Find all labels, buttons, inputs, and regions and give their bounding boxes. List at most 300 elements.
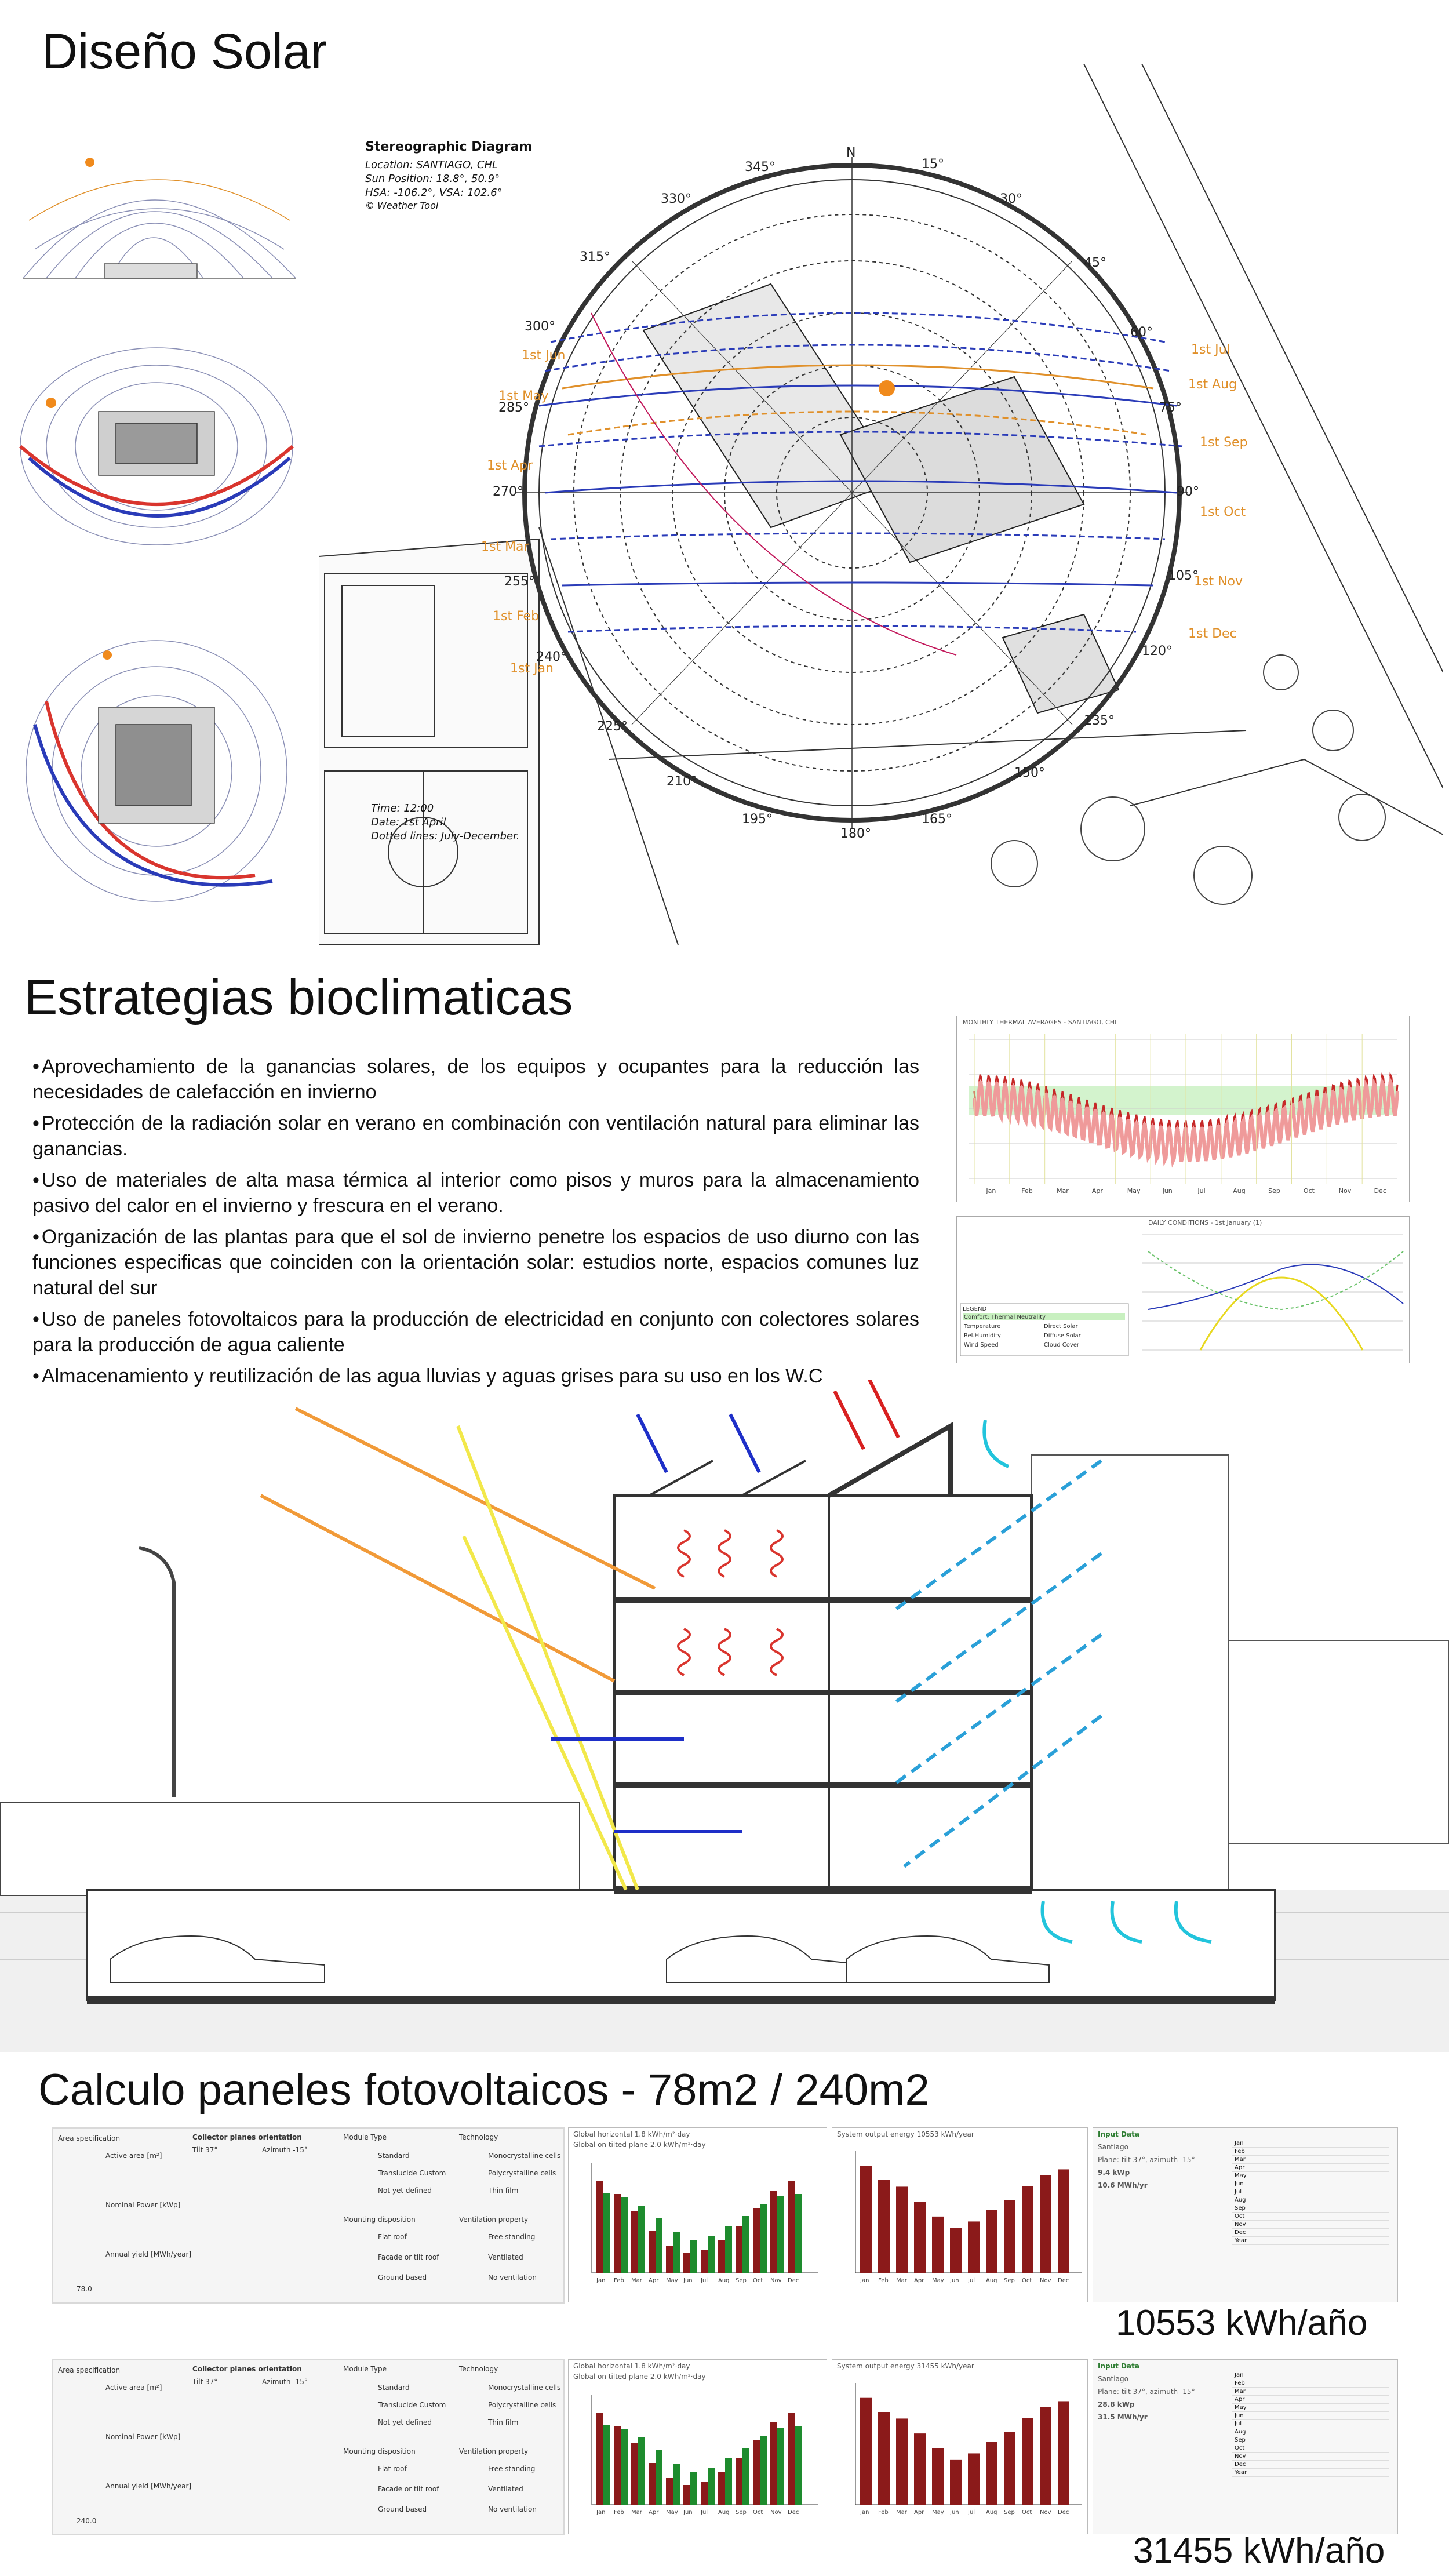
table-row <box>1232 2188 1389 2196</box>
deg-285: 285° <box>498 401 529 415</box>
bar-horizontal <box>736 2226 742 2273</box>
table-cell-month: Jan <box>1232 2371 1389 2379</box>
module-standard-1[interactable]: Standard <box>378 2152 410 2160</box>
table-row <box>1232 2371 1389 2379</box>
bar-horizontal <box>736 2458 742 2505</box>
bar-tilted <box>708 2236 715 2273</box>
bar-month: Sep <box>736 2277 747 2284</box>
bar-horizontal <box>631 2211 638 2273</box>
table-cell-month: Oct <box>1232 2213 1389 2221</box>
deg-165: 165° <box>922 812 952 827</box>
bar-month: Jan <box>860 2277 869 2284</box>
bar-month: Sep <box>1004 2277 1015 2284</box>
strategy-item: • Uso de paneles fotovoltaicos para la producción de electricidad en conjunto con colectores solares para la producción de agua caliente <box>32 1307 919 1358</box>
bar-tilted <box>690 2472 697 2505</box>
table-row <box>1232 2428 1389 2436</box>
bar-month: Nov <box>770 2509 782 2516</box>
table-row <box>1232 2396 1389 2404</box>
monthly-output-table-2 <box>1232 2371 1389 2477</box>
bar-month: Aug <box>986 2509 997 2516</box>
bar-horizontal <box>770 2422 777 2505</box>
building-section-diagram <box>0 1380 1449 2052</box>
bar-output <box>1022 2418 1033 2505</box>
table-row <box>1232 2453 1389 2461</box>
strategy-item: • Uso de materiales de alta masa térmica al interior como pisos y muros para la almacenamiento pasivo del calor en el invierno y frescura en el verano. <box>32 1167 919 1218</box>
module-translucide-2[interactable]: Translucide Custom <box>378 2401 446 2409</box>
pv-output-chart-1 <box>832 2127 1088 2302</box>
bar-output <box>914 2433 926 2505</box>
bar-month: Jun <box>683 2509 693 2516</box>
table-row <box>1232 2172 1389 2180</box>
deg-120: 120° <box>1142 644 1173 658</box>
table-row <box>1232 2148 1389 2156</box>
legend-title: LEGEND <box>963 1306 987 1312</box>
deg-240: 240° <box>536 650 567 664</box>
bar-tilted <box>603 2425 610 2505</box>
solar-curve <box>1200 1278 1363 1350</box>
bar-horizontal <box>683 2253 690 2273</box>
bar-horizontal <box>701 2482 708 2505</box>
bar-month: Jan <box>596 2509 606 2516</box>
temperature-curve <box>1148 1265 1403 1310</box>
module-translucide-1[interactable]: Translucide Custom <box>378 2169 446 2177</box>
bar-horizontal <box>718 2240 725 2273</box>
sun-dome-axonometric <box>20 348 293 545</box>
stereo-heading: Stereographic Diagram <box>365 140 533 154</box>
table-cell-month: Aug <box>1232 2196 1389 2204</box>
pv-row-2 <box>52 2359 1397 2533</box>
bar-month: May <box>666 2509 678 2516</box>
ventilation-1: Ventilation property <box>459 2215 529 2224</box>
bar-month: Mar <box>896 2277 907 2284</box>
table-cell-month: Dec <box>1232 2229 1389 2237</box>
bar-month: May <box>666 2277 678 2284</box>
table-cell-month: Year <box>1232 2237 1389 2245</box>
bar-month: Sep <box>1004 2509 1015 2516</box>
bar-output <box>1004 2200 1015 2273</box>
month-jan: 1st Jan <box>510 661 554 676</box>
mount-ground-2[interactable]: Ground based <box>378 2505 427 2513</box>
bar-month: Nov <box>770 2277 782 2284</box>
area-opt-nominal-1[interactable]: Nominal Power [kWp] <box>105 2201 181 2209</box>
deg-45: 45° <box>1084 256 1106 270</box>
bar-month: Jul <box>968 2277 975 2284</box>
table-row <box>1232 2140 1389 2148</box>
bar-tilted <box>673 2464 680 2505</box>
legend-comfort: Comfort: Thermal Neutrality <box>964 1314 1046 1320</box>
bar-tilted <box>690 2240 697 2273</box>
annual-1: 10.6 MWh/yr <box>1098 2181 1148 2189</box>
table-row <box>1232 2180 1389 2188</box>
monthly-thermal-chart <box>956 1016 1410 1202</box>
bar-tilted <box>656 2218 662 2273</box>
table-row <box>1232 2213 1389 2221</box>
month-nov: 1st Nov <box>1194 574 1243 589</box>
month-jun: 1st Jun <box>522 348 566 363</box>
bar-tilted <box>742 2448 749 2505</box>
bar-month: Jun <box>683 2277 693 2284</box>
bar-month: Apr <box>914 2509 924 2516</box>
bar-output <box>1058 2169 1069 2273</box>
table-cell-month: Dec <box>1232 2461 1389 2469</box>
deg-30: 30° <box>1000 192 1022 206</box>
sun-dome-plan <box>26 641 287 901</box>
mounting-1: Mounting disposition <box>343 2215 416 2224</box>
month-tick: Aug <box>1233 1187 1246 1195</box>
month-tick: Feb <box>1021 1187 1033 1195</box>
bar-horizontal <box>666 2478 673 2505</box>
pv-panels <box>649 1461 806 1496</box>
tech-mono-1[interactable]: Monocrystalline cells <box>488 2152 561 2160</box>
area-opt-annual-2[interactable]: Annual yield [MWh/year] <box>105 2482 192 2490</box>
bar-tilted <box>742 2216 749 2273</box>
bar-horizontal <box>788 2181 795 2273</box>
technology-1: Technology <box>459 2133 498 2141</box>
bar-horizontal <box>649 2463 656 2505</box>
table-cell-month: May <box>1232 2172 1389 2180</box>
legend-diffuse: Diffuse Solar <box>1044 1333 1081 1339</box>
bar-output <box>860 2398 872 2505</box>
bar-output <box>878 2412 890 2505</box>
stereo-date: Date: 1st April <box>371 816 446 828</box>
irr-legend1-2: Global horizontal 1.8 kWh/m²·day <box>573 2362 690 2370</box>
month-tick: Apr <box>1091 1187 1103 1195</box>
month-sep: 1st Sep <box>1200 435 1248 450</box>
table-cell-month: Oct <box>1232 2444 1389 2453</box>
month-apr: 1st Apr <box>487 459 533 473</box>
stereo-location: Location: SANTIAGO, CHL <box>365 159 498 171</box>
bar-output <box>1004 2432 1015 2505</box>
bar-output <box>1040 2407 1051 2505</box>
deg-270: 270° <box>493 485 523 499</box>
bar-output <box>986 2442 997 2505</box>
sun-dome-elevation <box>23 180 296 278</box>
deg-150: 150° <box>1014 766 1045 780</box>
vent-free-1[interactable]: Free standing <box>488 2233 536 2241</box>
deg-75: 75° <box>1159 401 1182 415</box>
bar-output <box>968 2453 980 2505</box>
bar-tilted <box>603 2193 610 2273</box>
irr-legend2-1: Global on tilted plane 2.0 kWh/m²·day <box>573 2141 706 2149</box>
bar-output <box>1022 2186 1033 2273</box>
tilt-label-2: Tilt 37° <box>192 2378 218 2386</box>
mount-facade-1[interactable]: Facade or tilt roof <box>378 2253 439 2261</box>
title-bio: Estrategias bioclimaticas <box>24 970 573 1025</box>
table-cell-month: Mar <box>1232 2156 1389 2164</box>
table-row <box>1232 2404 1389 2412</box>
bar-horizontal <box>666 2246 673 2273</box>
table-row <box>1232 2436 1389 2444</box>
bar-tilted <box>777 2428 784 2505</box>
bar-output <box>986 2210 997 2273</box>
table-row <box>1232 2469 1389 2477</box>
bar-month: Jun <box>950 2277 959 2284</box>
deg-300: 300° <box>525 319 555 334</box>
pv-area-spec-1 <box>52 2127 565 2304</box>
bar-month: Jul <box>968 2509 975 2516</box>
stereo-hsa: HSA: -106.2°, VSA: 102.6° <box>365 187 503 199</box>
monthly-chart-title: MONTHLY THERMAL AVERAGES - SANTIAGO, CHL <box>963 1018 1119 1026</box>
santiago-2: Santiago <box>1098 2375 1128 2383</box>
bar-month: Apr <box>914 2277 924 2284</box>
table-cell-month: Jun <box>1232 2412 1389 2420</box>
bar-month: Oct <box>753 2277 763 2284</box>
bar-month: Aug <box>718 2277 730 2284</box>
compass-n: N <box>846 145 856 160</box>
bar-tilted <box>760 2436 767 2505</box>
bar-tilted <box>621 2429 628 2505</box>
mount-ground-1[interactable]: Ground based <box>378 2273 427 2282</box>
bar-horizontal <box>649 2231 656 2273</box>
input-data-1: Input Data <box>1098 2130 1139 2138</box>
bar-tilted <box>777 2196 784 2273</box>
title-pv: Calculo paneles fotovoltaicos - 78m2 / 240m2 <box>38 2065 930 2115</box>
deg-15: 15° <box>922 157 944 172</box>
pv-total-2: 31455 kWh/año <box>1133 2531 1385 2571</box>
bar-horizontal <box>788 2413 795 2505</box>
area-opt-active-2[interactable]: Active area [m²] <box>105 2384 162 2392</box>
deg-345: 345° <box>745 160 776 174</box>
month-tick: Nov <box>1338 1187 1352 1195</box>
table-cell-month: Jul <box>1232 2420 1389 2428</box>
table-row <box>1232 2204 1389 2213</box>
stereo-time: Time: 12:00 <box>371 802 434 814</box>
mount-facade-2[interactable]: Facade or tilt roof <box>378 2485 439 2493</box>
table-row <box>1232 2164 1389 2172</box>
area-value-1[interactable]: 78.0 <box>77 2285 92 2293</box>
bar-tilted <box>760 2204 767 2273</box>
month-tick: Jan <box>986 1187 996 1195</box>
month-feb: 1st Feb <box>493 609 540 624</box>
month-tick: Jul <box>1197 1187 1206 1195</box>
table-row <box>1232 2412 1389 2420</box>
tech-mono-2[interactable]: Monocrystalline cells <box>488 2384 561 2392</box>
table-row <box>1232 2221 1389 2229</box>
bar-month: Oct <box>1022 2277 1032 2284</box>
santiago-1: Santiago <box>1098 2143 1128 2151</box>
month-jul: 1st Jul <box>1191 343 1230 357</box>
strategy-item: • Almacenamiento y reutilización de las agua lluvias y aguas grises para su uso en los W.C <box>32 1363 919 1389</box>
sun-dome-views <box>12 133 301 910</box>
legend-temp: Temperature <box>964 1323 1001 1330</box>
vent-ventilated-1[interactable]: Ventilated <box>488 2253 523 2261</box>
table-cell-month: Feb <box>1232 2379 1389 2388</box>
bar-output <box>968 2221 980 2273</box>
table-row <box>1232 2420 1389 2428</box>
table-row <box>1232 2229 1389 2237</box>
strategy-item: • Protección de la radiación solar en verano en combinación con ventilación natural para eliminar las ganancias. <box>32 1111 919 1162</box>
tech-poly-2[interactable]: Polycrystalline cells <box>488 2401 556 2409</box>
mounting-2: Mounting disposition <box>343 2447 416 2455</box>
vent-ventilated-2[interactable]: Ventilated <box>488 2485 523 2493</box>
bar-month: Mar <box>631 2277 642 2284</box>
bar-month: Feb <box>614 2509 624 2516</box>
deg-180: 180° <box>840 827 871 841</box>
table-cell-month: Apr <box>1232 2396 1389 2404</box>
irr-legend1-1: Global horizontal 1.8 kWh/m²·day <box>573 2130 690 2138</box>
pv-irradiance-chart-2 <box>568 2359 827 2534</box>
deg-255: 255° <box>504 574 535 589</box>
bar-horizontal <box>753 2208 760 2273</box>
bar-month: Mar <box>896 2509 907 2516</box>
bar-output <box>860 2166 872 2273</box>
nominal-2: 28.8 kWp <box>1098 2400 1135 2408</box>
module-standard-2[interactable]: Standard <box>378 2384 410 2392</box>
month-tick: Dec <box>1374 1187 1386 1195</box>
bar-horizontal <box>718 2472 725 2505</box>
stereo-sun-position: Sun Position: 18.8°, 50.9° <box>365 173 500 185</box>
house-section <box>614 1426 1032 1890</box>
month-tick: Oct <box>1303 1187 1315 1195</box>
pv-row-1 <box>52 2127 1397 2301</box>
bar-horizontal <box>596 2181 603 2273</box>
month-aug: 1st Aug <box>1188 377 1237 392</box>
stereo-credit: © Weather Tool <box>365 200 439 211</box>
bar-month: Nov <box>1040 2509 1051 2516</box>
humidity-curve <box>1148 1251 1403 1309</box>
tech-thin-1[interactable]: Thin film <box>488 2186 519 2195</box>
bar-output <box>1040 2175 1051 2273</box>
table-cell-month: Nov <box>1232 2453 1389 2461</box>
deg-60: 60° <box>1130 325 1153 340</box>
basement <box>87 1890 1275 2000</box>
deg-330: 330° <box>661 192 691 206</box>
table-cell-month: Jan <box>1232 2140 1389 2148</box>
bar-month: Nov <box>1040 2277 1051 2284</box>
table-cell-month: Aug <box>1232 2428 1389 2436</box>
month-tick: Jun <box>1162 1187 1173 1195</box>
tech-poly-1[interactable]: Polycrystalline cells <box>488 2169 556 2177</box>
module-undefined-1[interactable]: Not yet defined <box>378 2186 432 2195</box>
pv-total-1: 10553 kWh/año <box>1116 2303 1368 2343</box>
bar-output <box>1058 2401 1069 2505</box>
table-cell-month: Sep <box>1232 2204 1389 2213</box>
sun-marker-1 <box>85 158 94 167</box>
bar-horizontal <box>701 2250 708 2273</box>
bar-month: Feb <box>878 2509 889 2516</box>
bar-month: Feb <box>878 2277 889 2284</box>
mount-flat-2[interactable]: Flat roof <box>378 2465 407 2473</box>
bar-month: Apr <box>649 2509 659 2516</box>
collector-label-2: Collector planes orientation <box>192 2365 302 2373</box>
input-data-2: Input Data <box>1098 2362 1139 2370</box>
bar-month: Aug <box>718 2509 730 2516</box>
daily-chart-title: DAILY CONDITIONS - 1st January (1) <box>1148 1219 1262 1227</box>
mount-flat-1[interactable]: Flat roof <box>378 2233 407 2241</box>
sun-marker-2 <box>46 398 56 408</box>
bar-month: Dec <box>788 2509 799 2516</box>
vent-none-2[interactable]: No ventilation <box>488 2505 537 2513</box>
bar-month: Aug <box>986 2277 997 2284</box>
bar-month: Feb <box>614 2277 624 2284</box>
title-solar: Diseño Solar <box>42 24 327 79</box>
table-row <box>1232 2444 1389 2453</box>
strategy-item: • Aprovechamiento de la ganancias solares, de los equipos y ocupantes para la reducción las necesidades de calefacción en invierno <box>32 1054 919 1105</box>
strategy-item: • Organización de las plantas para que el sol de invierno penetre los espacios de uso diurno con las funciones especificas que coinciden con la orientación solar: estudios norte, espacios comunes luz natural del sur <box>32 1224 919 1301</box>
sun-marker-3 <box>103 650 112 660</box>
bar-horizontal <box>596 2413 603 2505</box>
azimuth-label-2: Azimuth -15° <box>262 2378 308 2386</box>
plane-1: Plane: tilt 37°, azimuth -15° <box>1098 2156 1195 2164</box>
table-row <box>1232 2196 1389 2204</box>
bar-month: Apr <box>649 2277 659 2284</box>
area-opt-active-1[interactable]: Active area [m²] <box>105 2152 162 2160</box>
collector-label-1: Collector planes orientation <box>192 2133 302 2141</box>
stereo-dotted: Dotted lines: July-December. <box>371 830 520 842</box>
area-opt-nominal-2[interactable]: Nominal Power [kWp] <box>105 2433 181 2441</box>
legend-wind: Wind Speed <box>964 1342 999 1348</box>
legend-direct: Direct Solar <box>1044 1323 1078 1330</box>
vent-free-2[interactable]: Free standing <box>488 2465 536 2473</box>
out-legend-2: System output energy 31455 kWh/year <box>837 2362 974 2370</box>
bar-output <box>932 2448 944 2505</box>
legend-cloud: Cloud Cover <box>1044 1342 1080 1348</box>
bar-month: Dec <box>1058 2277 1069 2284</box>
vent-none-1[interactable]: No ventilation <box>488 2273 537 2282</box>
bar-horizontal <box>770 2191 777 2273</box>
bar-output <box>896 2418 908 2505</box>
area-opt-annual-1[interactable]: Annual yield [MWh/year] <box>105 2250 192 2258</box>
technology-2: Technology <box>459 2365 498 2373</box>
bar-tilted <box>656 2450 662 2505</box>
month-tick: Sep <box>1268 1187 1280 1195</box>
deg-105: 105° <box>1168 569 1199 583</box>
table-row <box>1232 2461 1389 2469</box>
month-tick: May <box>1127 1187 1141 1195</box>
bar-output <box>878 2180 890 2273</box>
tech-thin-2[interactable]: Thin film <box>488 2418 519 2426</box>
table-row <box>1232 2237 1389 2245</box>
area-value-2[interactable]: 240.0 <box>77 2517 97 2525</box>
module-undefined-2[interactable]: Not yet defined <box>378 2418 432 2426</box>
bar-tilted <box>725 2226 732 2273</box>
bar-tilted <box>795 2426 802 2505</box>
bar-tilted <box>673 2232 680 2273</box>
bar-tilted <box>621 2197 628 2273</box>
bar-month: Jul <box>701 2277 708 2284</box>
table-row <box>1232 2379 1389 2388</box>
module-type-1: Module Type <box>343 2133 387 2141</box>
pv-results-2 <box>1093 2359 1398 2534</box>
bar-horizontal <box>753 2440 760 2505</box>
table-cell-month: Jun <box>1232 2180 1389 2188</box>
bar-month: Mar <box>631 2509 642 2516</box>
bar-tilted <box>638 2437 645 2505</box>
area-spec-label-1: Area specification <box>58 2134 121 2142</box>
bar-tilted <box>638 2206 645 2273</box>
module-type-2: Module Type <box>343 2365 387 2373</box>
bar-month: Jul <box>701 2509 708 2516</box>
table-cell-month: Sep <box>1232 2436 1389 2444</box>
bar-month: Dec <box>1058 2509 1069 2516</box>
strategy-list <box>32 1054 919 1395</box>
azimuth-label-1: Azimuth -15° <box>262 2146 308 2154</box>
bar-horizontal <box>683 2485 690 2505</box>
deg-195: 195° <box>742 812 773 827</box>
area-spec-label-2: Area specification <box>58 2366 121 2374</box>
bar-month: May <box>932 2509 944 2516</box>
bar-horizontal <box>631 2443 638 2505</box>
bar-tilted <box>795 2194 802 2273</box>
bar-month: Jun <box>950 2509 959 2516</box>
deg-315: 315° <box>580 250 610 264</box>
irr-legend2-2: Global on tilted plane 2.0 kWh/m²·day <box>573 2373 706 2381</box>
bar-tilted <box>725 2458 732 2505</box>
bar-month: Sep <box>736 2509 747 2516</box>
table-row <box>1232 2388 1389 2396</box>
month-oct: 1st Oct <box>1200 505 1246 519</box>
nominal-1: 9.4 kWp <box>1098 2169 1130 2177</box>
